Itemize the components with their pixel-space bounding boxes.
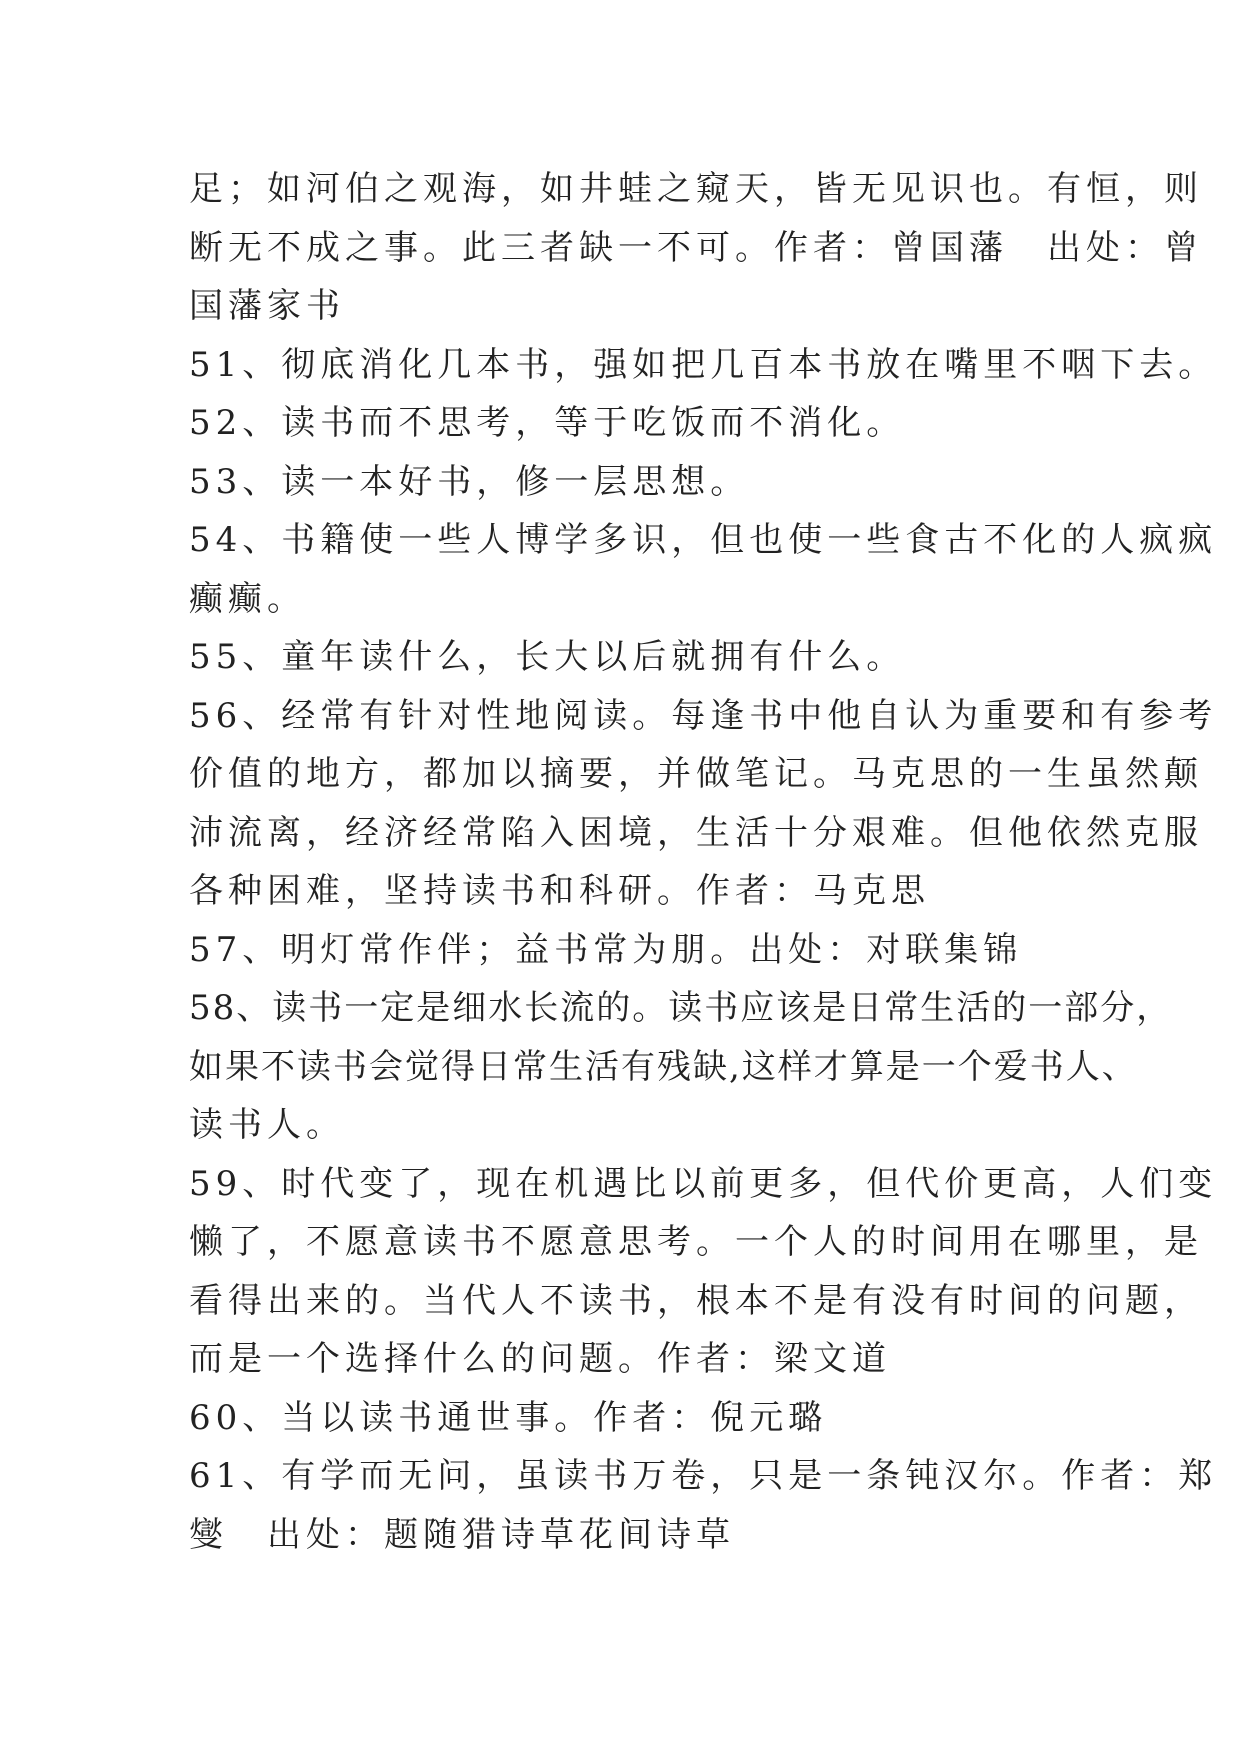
text-line: 燮 出处：题随猎诗草花间诗草 — [189, 1514, 735, 1555]
text-line: 懒了，不愿意读书不愿意思考。一个人的时间用在哪里，是 — [189, 1222, 1203, 1262]
quote-61: 61、有学而无问，虽读书万卷，只是一条钝汉尔。作者：郑 — [189, 1456, 1218, 1496]
quote-55: 55、童年读什么，长大以后就拥有什么。 — [189, 637, 906, 677]
quote-58: 58、读书一定是细水长流的。读书应该是日常生活的一部分， — [189, 988, 1173, 1028]
quote-56: 56、经常有针对性地阅读。每逢书中他自认为重要和有参考 — [189, 695, 1218, 736]
text-line: 癫癫。 — [189, 578, 306, 619]
text-line: 沛流离，经济经常陷入困境，生活十分艰难。但他依然克服 — [189, 812, 1203, 853]
text-line: 断无不成之事。此三者缺一不可。作者：曾国藩 出处：曾 — [189, 227, 1203, 268]
text-line: 国藩家书 — [189, 286, 345, 326]
quote-59: 59、时代变了，现在机遇比以前更多，但代价更高，人们变 — [189, 1163, 1218, 1204]
quote-52: 52、读书而不思考，等于吃饭而不消化。 — [189, 403, 906, 443]
document-body — [189, 160, 1218, 1564]
text-line: 而是一个选择什么的问题。作者：梁文道 — [189, 1339, 891, 1379]
quote-60: 60、当以读书通世事。作者：倪元璐 — [189, 1397, 828, 1438]
text-line: 读书人。 — [189, 1105, 345, 1145]
text-line: 如果不读书会觉得日常生活有残缺,这样才算是一个爱书人、 — [189, 1046, 1138, 1087]
quote-53: 53、读一本好书，修一层思想。 — [189, 461, 750, 502]
quote-57: 57、明灯常作伴；益书常为朋。出处：对联集锦 — [189, 929, 1023, 970]
text-line: 价值的地方，都加以摘要，并做笔记。马克思的一生虽然颠 — [189, 754, 1203, 794]
text-line: 足；如河伯之观海，如井蛙之窥天，皆无见识也。有恒，则 — [189, 169, 1203, 209]
text-line: 看得出来的。当代人不读书，根本不是有没有时间的问题， — [189, 1280, 1203, 1321]
text-line: 各种困难，坚持读书和科研。作者：马克思 — [189, 871, 930, 911]
quote-51: 51、彻底消化几本书，强如把几百本书放在嘴里不咽下去。 — [189, 344, 1218, 385]
quote-54: 54、书籍使一些人博学多识，但也使一些食古不化的人疯疯 — [189, 520, 1218, 560]
